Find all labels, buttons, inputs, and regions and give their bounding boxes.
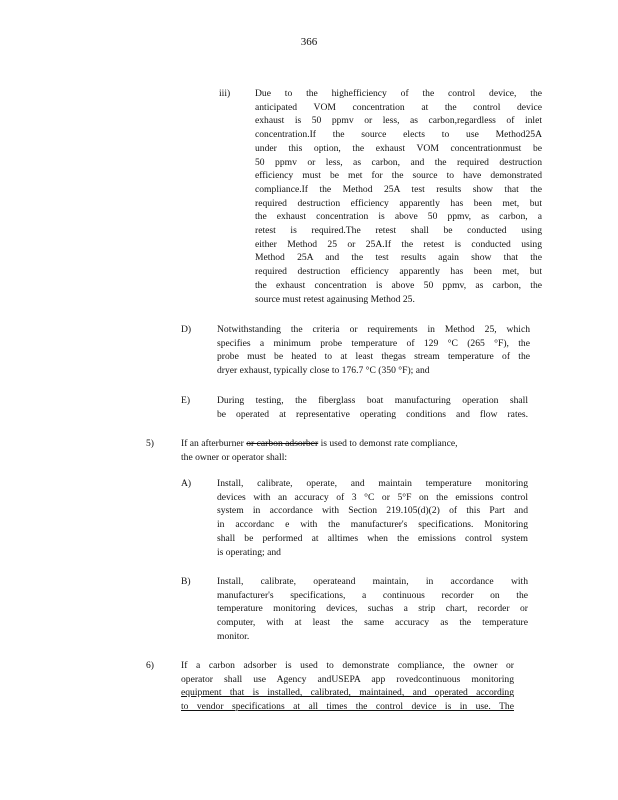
- item-5-text-before: If an afterburner: [181, 438, 247, 449]
- item-5-line: [181, 437, 521, 451]
- item-e-text: [217, 394, 528, 421]
- item-iii-line: under this option, the exhaust VOM concentrationmust be: [255, 142, 542, 154]
- item-e-line: be operated at representative operating conditions and flow rates.: [217, 408, 528, 420]
- item-5b-line: temperature monitoring devices, suchas a strip chart, recorder or: [217, 603, 528, 615]
- item-5a-line: Install, calibrate, operate, and maintain temperature monitoring: [217, 478, 528, 489]
- item-5b-line: monitor.: [217, 630, 250, 642]
- item-5a-line: is operating; and: [217, 546, 281, 558]
- item-e-line: During testing, the fiberglass boat manufacturing operation shall: [217, 395, 528, 406]
- item-iii-line: either Method 25 or 25A.If the retest is conducted using: [255, 238, 542, 250]
- item-iii-line: Due to the highefficiency of the control device, the: [255, 88, 542, 99]
- item-d-line: probe must be heated to at least thegas stream temperature of the: [217, 351, 530, 363]
- item-5a-marker: A): [181, 478, 192, 489]
- item-5b-line: computer, with at least the same accuracy as the temperature: [217, 617, 528, 629]
- underlined-text: equipment that is installed, calibrated, maintained, and operated according: [181, 687, 514, 699]
- item-iii-marker: iii): [219, 88, 231, 99]
- item-iii-line: efficiency must be met for the source to have demonstrated: [255, 170, 542, 182]
- item-5a-line: in accordanc e with the manufacturer's specifications. Monitoring: [217, 519, 528, 531]
- item-iii-line: Method 25A and the test results again show that the: [255, 252, 542, 264]
- item-6-line: operator shall use Agency andUSEPA app rovedcontinuous monitoring: [181, 673, 514, 685]
- item-5-text: [181, 437, 521, 464]
- item-iii-line: anticipated VOM concentration at the control device: [255, 101, 542, 113]
- item-iii-line: concentration.If the source elects to use Method25A: [255, 129, 542, 141]
- item-6-text: [181, 659, 514, 714]
- struck-text: or carbon adsorber: [246, 438, 319, 449]
- item-iii-line: required destruction efficiency apparently has been met, but: [255, 197, 542, 209]
- item-iii-line: source must retest againusing Method 25.: [255, 293, 415, 305]
- item-iii-line: the exhaust concentration is above 50 ppmv, as carbon, the: [255, 279, 542, 291]
- item-5-line: the owner or operator shall:: [181, 451, 288, 463]
- item-5-text-after: is used to demonst rate compliance,: [318, 438, 458, 449]
- item-d-line: specifies a minimum probe temperature of 129 °C (265 °F), the: [217, 337, 530, 349]
- item-d-text: [217, 323, 530, 378]
- item-iii-line: required destruction efficiency apparently has been met, but: [255, 266, 542, 278]
- underlined-text: to vendor specifications at all times the control device is in use. The: [181, 701, 514, 713]
- item-iii-text: [255, 87, 542, 306]
- item-5b-line: Install, calibrate, operateand maintain, in accordance with: [217, 576, 528, 587]
- item-5a-line: devices with an accuracy of 3 °C or 5°F on the emissions control: [217, 491, 528, 503]
- item-5b-line: manufacturer's specifications, a continuous recorder on the: [217, 589, 528, 601]
- item-e-marker: E): [181, 395, 191, 406]
- item-6-underlined-line: [181, 686, 514, 700]
- item-iii-line: retest is required.The retest shall be conducted using: [255, 225, 542, 237]
- item-6-marker: 6): [146, 660, 154, 671]
- item-d-line: Notwithstanding the criteria or requirements in Method 25, which: [217, 324, 530, 335]
- item-6-line: If a carbon adsorber is used to demonstrate compliance, the owner or: [181, 660, 514, 671]
- item-5a-text: [217, 477, 528, 559]
- item-iii-line: 50 ppmv or less, as carbon, and the required destruction: [255, 156, 542, 168]
- item-5b-text: [217, 575, 528, 644]
- item-d-marker: D): [181, 324, 192, 335]
- item-iii-line: exhaust is 50 ppmv or less, as carbon,regardless of inlet: [255, 115, 542, 127]
- item-6-underlined-line: [181, 700, 514, 714]
- item-5b-marker: B): [181, 576, 191, 587]
- item-5a-line: shall be performed at alltimes when the emissions control system: [217, 532, 528, 544]
- item-iii-line: compliance.If the Method 25A test results show that the: [255, 183, 542, 195]
- page-number: 366: [300, 36, 318, 48]
- item-5a-line: system in accordance with Section 219.105(d)(2) of this Part and: [217, 505, 528, 517]
- item-5-marker: 5): [146, 438, 154, 449]
- item-d-line: dryer exhaust, typically close to 176.7 °C (350 °F); and: [217, 365, 430, 377]
- item-iii-line: the exhaust concentration is above 50 ppmv, as carbon, a: [255, 211, 542, 223]
